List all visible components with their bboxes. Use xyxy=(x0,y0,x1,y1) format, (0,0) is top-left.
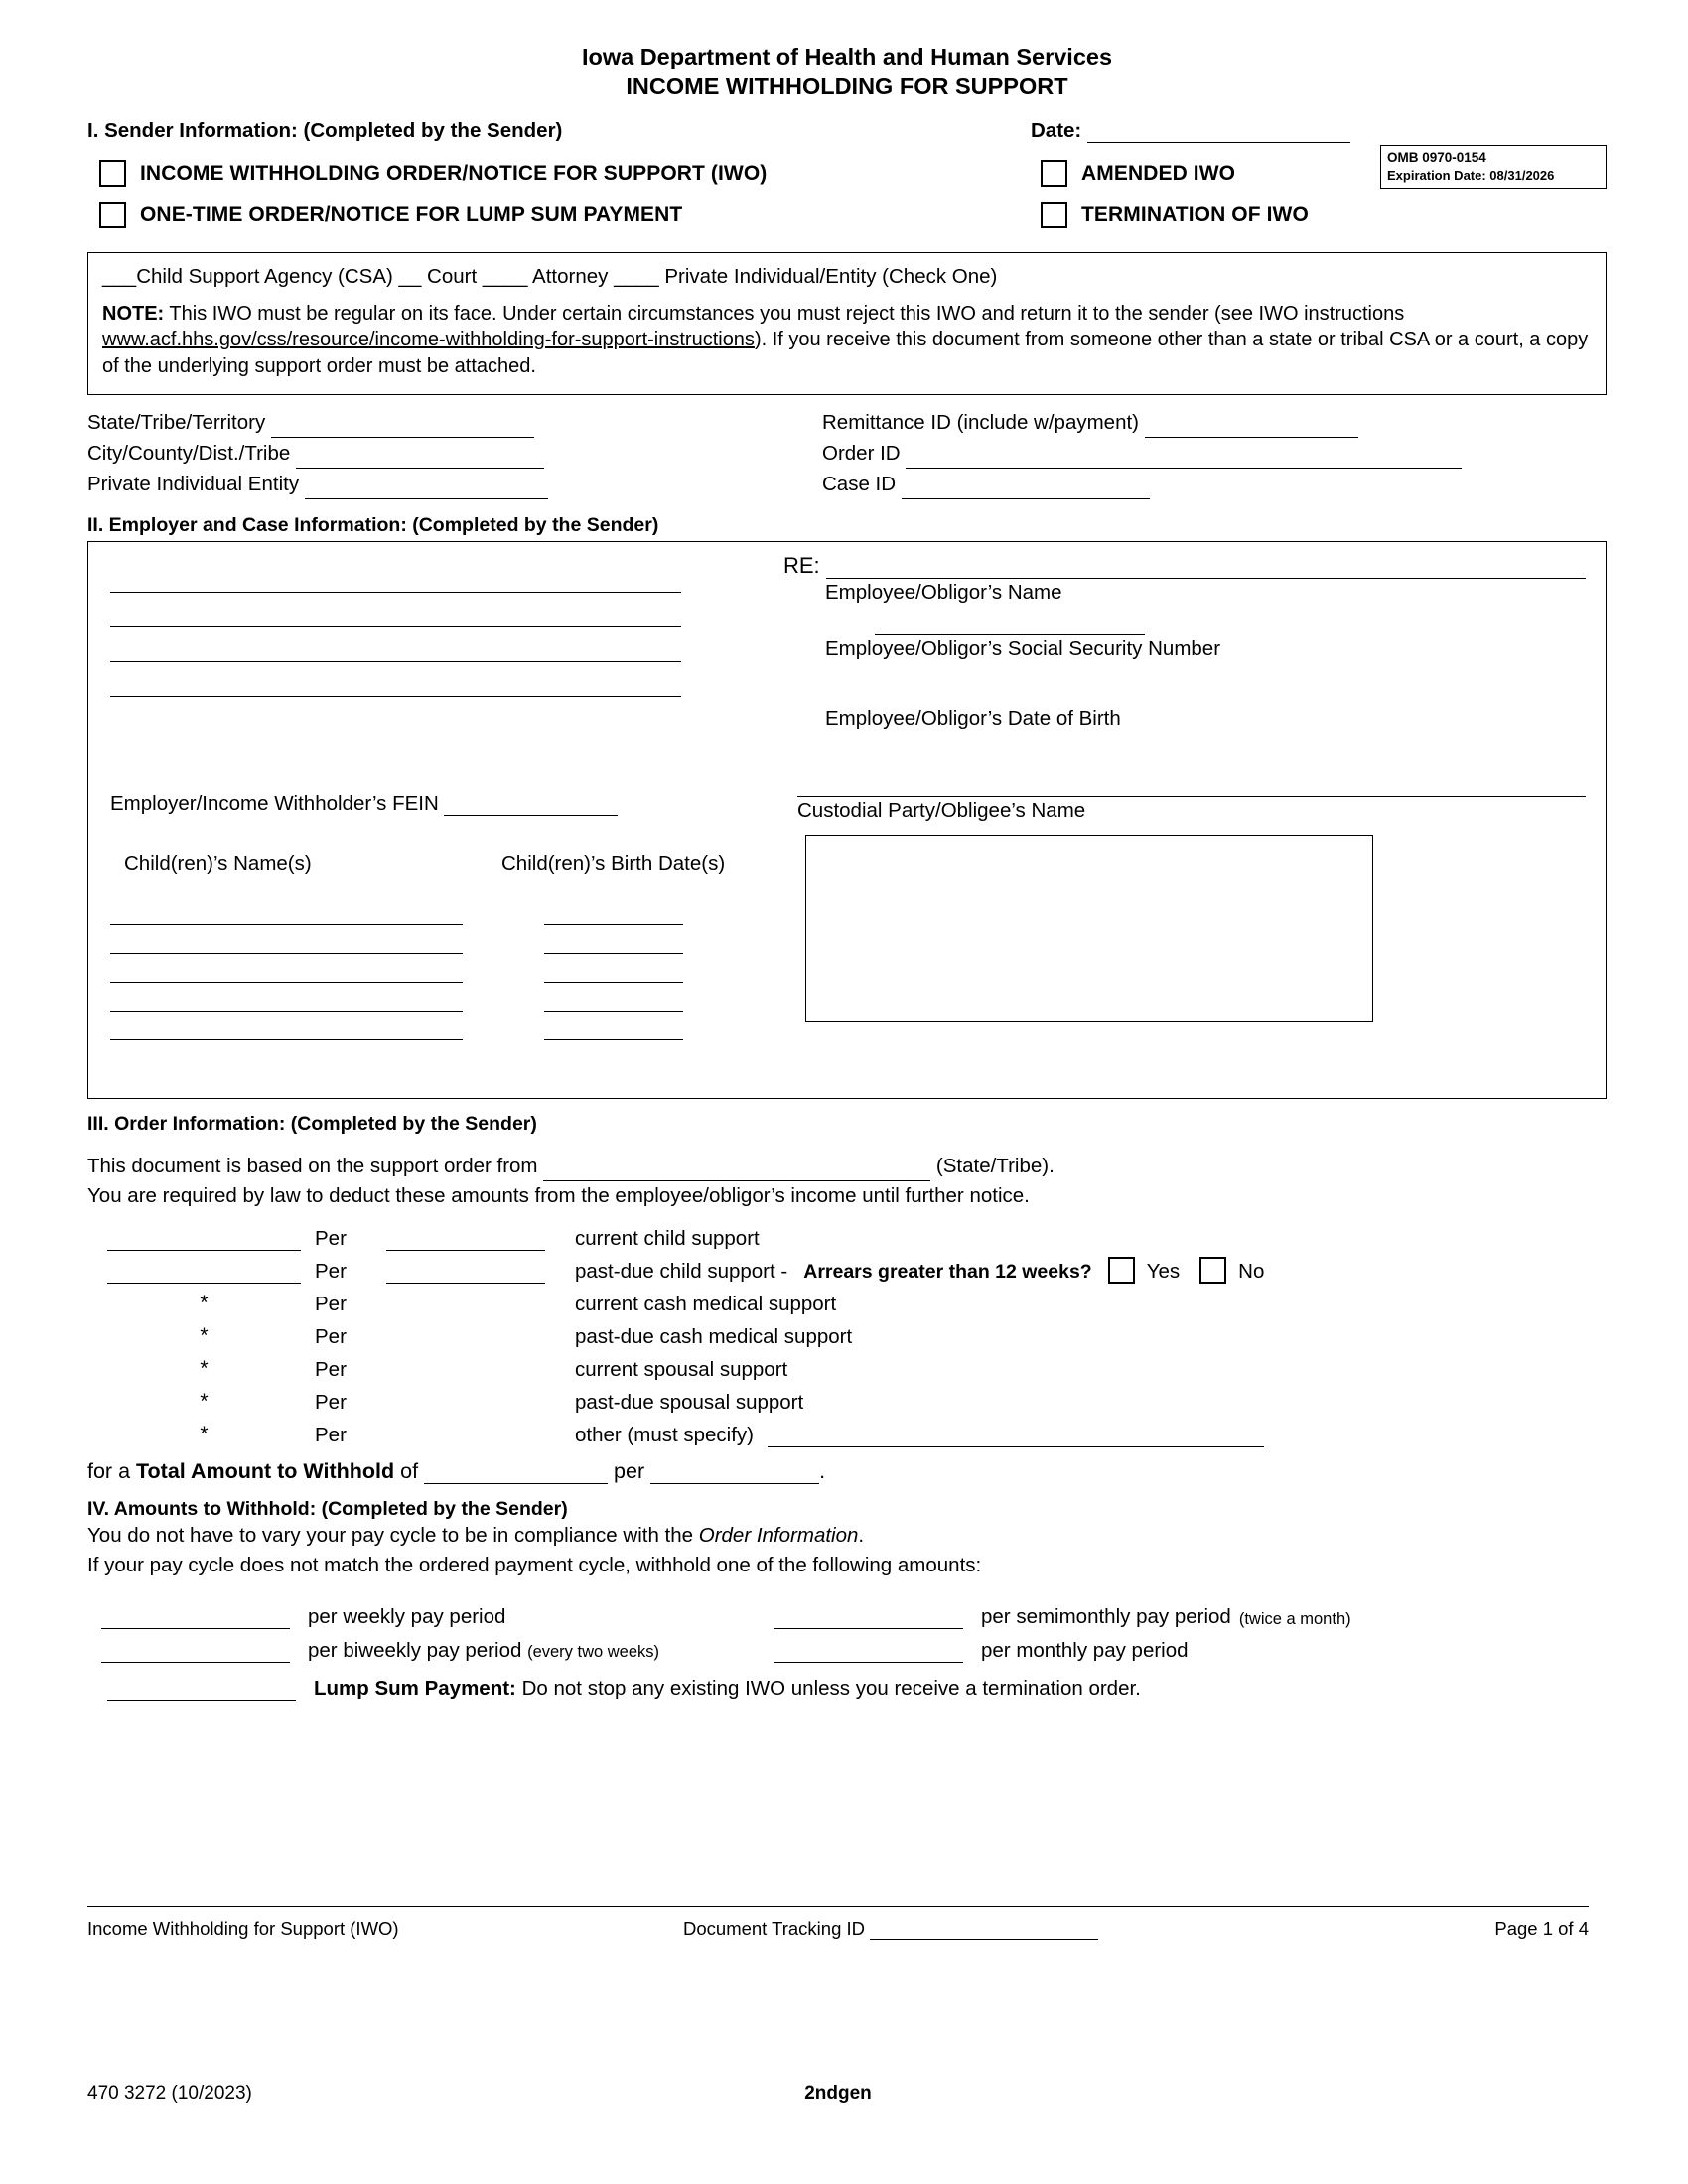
omb-number: OMB 0970-0154 xyxy=(1387,150,1486,166)
arrears-no-label: No xyxy=(1238,1260,1265,1284)
employer-fein-field xyxy=(110,792,618,816)
form-title: INCOME WITHHOLDING FOR SUPPORT xyxy=(626,73,1068,100)
checkbox-termination-iwo[interactable] xyxy=(1041,202,1067,228)
amount-input-current-child-support[interactable] xyxy=(107,1225,301,1251)
amount-desc-current-child-support: current child support xyxy=(575,1227,760,1251)
note-text-part1: This IWO must be regular on its face. Under certain circumstances you must reject this IWO and return it to the sender (see IWO instructions xyxy=(169,302,1405,325)
per-label: Per xyxy=(315,1325,347,1349)
frequency-input-current-child-support[interactable] xyxy=(386,1225,545,1251)
child-name-input[interactable] xyxy=(110,955,463,983)
case-id-input[interactable] xyxy=(902,478,1150,500)
date-input[interactable] xyxy=(1087,121,1350,143)
checkbox-lump-sum-label: ONE-TIME ORDER/NOTICE FOR LUMP SUM PAYMENT xyxy=(140,203,683,226)
total-amount-label: Total Amount to Withhold xyxy=(136,1459,395,1484)
child-dob-input[interactable] xyxy=(544,926,683,954)
child-dob-input[interactable] xyxy=(544,984,683,1012)
obligor-name-label: Employee/Obligor’s Name xyxy=(825,581,1062,605)
omb-expiration: Expiration Date: 08/31/2026 xyxy=(1387,167,1555,183)
note-text xyxy=(102,301,1592,380)
lump-sum-row xyxy=(87,1675,1607,1701)
state-tribe-territory-label: State/Tribe/Territory xyxy=(87,411,266,435)
footer-left: Income Withholding for Support (IWO) xyxy=(87,1918,399,1939)
note-label: NOTE: xyxy=(102,302,165,325)
frequency-input-past-due-child-support[interactable] xyxy=(386,1258,545,1284)
obligor-block xyxy=(783,552,1586,1022)
pay-period-rows xyxy=(87,1595,1607,1663)
page-content xyxy=(87,42,1607,1701)
amount-desc-past-due-child-support: past-due child support - xyxy=(575,1260,788,1284)
checkbox-amended-iwo[interactable] xyxy=(1041,160,1067,187)
children-dob-header: Child(ren)’s Birth Date(s) xyxy=(501,852,726,876)
employer-fein-label: Employer/Income Withholder’s FEIN xyxy=(110,792,439,816)
children-headers xyxy=(124,852,726,876)
checkbox-termination-iwo-label: TERMINATION OF IWO xyxy=(1081,203,1309,226)
obligor-dob-label: Employee/Obligor’s Date of Birth xyxy=(825,707,1121,731)
amount-star-other: * xyxy=(200,1423,209,1446)
amount-star-past-due-spousal: * xyxy=(200,1390,209,1414)
form-bottom xyxy=(87,2083,1589,2105)
footer-divider xyxy=(87,1906,1589,1907)
per-label: Per xyxy=(315,1424,347,1447)
amount-desc-current-cash-medical: current cash medical support xyxy=(575,1293,837,1316)
per-label: Per xyxy=(315,1293,347,1316)
employer-fein-input[interactable] xyxy=(444,794,618,817)
employer-address-line-3[interactable] xyxy=(110,627,681,662)
order-source-suffix: (State/Tribe). xyxy=(935,1155,1055,1178)
obligor-name-input[interactable] xyxy=(826,552,1586,579)
per-label: Per xyxy=(315,1358,347,1382)
page-footer xyxy=(87,1918,1589,1940)
arrears-yes-label: Yes xyxy=(1146,1260,1181,1284)
city-county-input[interactable] xyxy=(296,447,544,470)
amount-input-past-due-child-support[interactable] xyxy=(107,1258,301,1284)
total-mid: of xyxy=(400,1459,419,1484)
lump-sum-amount-input[interactable] xyxy=(107,1675,296,1701)
total-per-label: per xyxy=(614,1459,645,1484)
child-dob-input[interactable] xyxy=(544,955,683,983)
amount-row-past-due-cash-medical xyxy=(87,1316,1607,1349)
amount-desc-other: other (must specify) xyxy=(575,1424,754,1447)
child-name-input[interactable] xyxy=(110,984,463,1012)
case-id-label: Case ID xyxy=(822,473,897,496)
note-box xyxy=(87,252,1607,395)
amount-row-current-child-support xyxy=(87,1218,1607,1251)
order-source-label: This document is based on the support order from xyxy=(87,1155,538,1178)
footer-tracking-id xyxy=(683,1918,1098,1940)
amount-desc-past-due-spousal: past-due spousal support xyxy=(575,1391,804,1415)
section-sender-information xyxy=(87,119,1607,238)
amount-desc-current-spousal: current spousal support xyxy=(575,1358,788,1382)
pay-row-biweekly-monthly xyxy=(87,1629,1607,1663)
biweekly-amount-input[interactable] xyxy=(101,1637,290,1663)
employer-case-box xyxy=(87,541,1607,1099)
custodial-party-address-box[interactable] xyxy=(805,835,1373,1022)
total-prefix: for a xyxy=(87,1459,131,1484)
amount-desc-past-due-cash-medical: past-due cash medical support xyxy=(575,1325,853,1349)
pay-row-weekly-semimonthly xyxy=(87,1595,1607,1629)
semimonthly-note: (twice a month) xyxy=(1238,1609,1351,1628)
lump-sum-label: Lump Sum Payment: xyxy=(314,1676,516,1700)
child-name-input[interactable] xyxy=(110,1013,463,1040)
monthly-label: per monthly pay period xyxy=(981,1638,1189,1662)
child-name-input[interactable] xyxy=(110,897,463,925)
deduct-instruction: You are required by law to deduct these amounts from the employee/obligor’s income until further notice. xyxy=(87,1183,1030,1207)
semimonthly-label: per semimonthly pay period xyxy=(981,1604,1231,1628)
agency-selection-line: ___Child Support Agency (CSA) __ Court ____ Attorney ____ Private Individual/Entity (Check One) xyxy=(102,265,998,289)
amount-row-current-cash-medical xyxy=(87,1284,1607,1316)
order-id-label: Order ID xyxy=(822,442,901,466)
amount-row-past-due-spousal xyxy=(87,1382,1607,1415)
per-label: Per xyxy=(315,1260,347,1284)
employer-address-block xyxy=(110,558,706,697)
checkbox-iwo[interactable] xyxy=(99,160,126,187)
identifier-fields xyxy=(87,407,1607,502)
state-tribe-territory-input[interactable] xyxy=(271,416,534,439)
total-end: . xyxy=(819,1459,826,1484)
section4-heading: IV. Amounts to Withhold: (Completed by the Sender) xyxy=(87,1498,568,1521)
iwo-instructions-link[interactable]: www.acf.hhs.gov/css/resource/income-withholding-for-support-instructions xyxy=(102,329,755,351)
pay-cycle-text-2: . xyxy=(858,1524,865,1548)
document-tracking-id-input[interactable] xyxy=(870,1920,1098,1940)
amount-row-current-spousal xyxy=(87,1349,1607,1382)
amount-star-past-due-cash-medical: * xyxy=(200,1324,209,1348)
per-label: Per xyxy=(315,1391,347,1415)
footer-page-number: Page 1 of 4 xyxy=(1494,1918,1589,1939)
amount-row-past-due-child-support xyxy=(87,1251,1607,1284)
re-row xyxy=(783,552,1586,579)
checkbox-amended-iwo-label: AMENDED IWO xyxy=(1081,161,1236,185)
monthly-amount-input[interactable] xyxy=(774,1637,963,1663)
lump-sum-text: Do not stop any existing IWO unless you receive a termination order. xyxy=(521,1676,1141,1700)
section3-intro xyxy=(87,1152,1607,1210)
weekly-label: per weekly pay period xyxy=(308,1604,506,1628)
agency-name: Iowa Department of Health and Human Services xyxy=(581,44,1113,69)
checkbox-arrears-yes[interactable] xyxy=(1108,1257,1135,1284)
pay-cycle-text-1: You do not have to vary your pay cycle to be in compliance with the xyxy=(87,1524,699,1548)
child-dob-input[interactable] xyxy=(544,897,683,925)
re-label: RE: xyxy=(783,553,820,579)
remittance-id-label: Remittance ID (include w/payment) xyxy=(822,411,1140,435)
total-frequency-input[interactable] xyxy=(650,1461,819,1485)
biweekly-label: per biweekly pay period xyxy=(308,1638,522,1662)
child-name-input[interactable] xyxy=(110,926,463,954)
amount-star-current-spousal: * xyxy=(200,1357,209,1381)
total-amount-input[interactable] xyxy=(424,1461,608,1485)
other-specify-input[interactable] xyxy=(768,1426,1264,1448)
child-dob-input[interactable] xyxy=(544,1013,683,1040)
note-text-part2: ). If you receive this document from someone other than a state or tribal CSA or a court, a copy of the underlying support order must be attached. xyxy=(102,329,1589,378)
amount-row-other xyxy=(87,1415,1607,1447)
page-title xyxy=(87,42,1607,101)
employer-address-line-2[interactable] xyxy=(110,593,681,627)
custodial-party-label: Custodial Party/Obligee’s Name xyxy=(797,799,1086,823)
date-label: Date: xyxy=(1031,119,1082,143)
employer-address-line-4[interactable] xyxy=(110,662,681,697)
remittance-id-input[interactable] xyxy=(1145,416,1358,439)
private-entity-input[interactable] xyxy=(305,478,548,500)
section2-heading: II. Employer and Case Information: (Completed by the Sender) xyxy=(87,514,659,537)
checkbox-lump-sum[interactable] xyxy=(99,202,126,228)
section4-intro xyxy=(87,1521,1607,1578)
biweekly-note: (every two weeks) xyxy=(527,1642,660,1661)
private-entity-label: Private Individual Entity xyxy=(87,473,300,496)
weekly-amount-input[interactable] xyxy=(101,1603,290,1629)
employer-address-line-1[interactable] xyxy=(110,558,681,593)
children-names-header: Child(ren)’s Name(s) xyxy=(124,852,312,876)
amount-star-current-cash-medical: * xyxy=(200,1292,209,1315)
semimonthly-amount-input[interactable] xyxy=(774,1603,963,1629)
withholding-amount-table xyxy=(87,1218,1607,1447)
arrears-question-label: Arrears greater than 12 weeks? xyxy=(803,1261,1092,1284)
total-amount-row xyxy=(87,1459,1607,1484)
order-source-input[interactable] xyxy=(543,1159,930,1181)
section3-heading: III. Order Information: (Completed by the Sender) xyxy=(87,1113,537,1136)
section1-heading: I. Sender Information: (Completed by the Sender) xyxy=(87,119,563,143)
pay-cycle-text-3: If your pay cycle does not match the ordered payment cycle, withhold one of the following amounts: xyxy=(87,1553,982,1576)
footer-tracking-label: Document Tracking ID xyxy=(683,1918,866,1939)
checkbox-arrears-no[interactable] xyxy=(1199,1257,1226,1284)
custodial-party-input[interactable] xyxy=(797,766,1586,797)
city-county-label: City/County/Dist./Tribe xyxy=(87,442,291,466)
checkbox-iwo-label: INCOME WITHHOLDING ORDER/NOTICE FOR SUPPORT (IWO) xyxy=(140,161,768,185)
generation-label: 2ndgen xyxy=(804,2083,872,2104)
order-id-input[interactable] xyxy=(906,447,1462,470)
obligor-ssn-label: Employee/Obligor’s Social Security Number xyxy=(825,637,1221,661)
order-information-italic: Order Information xyxy=(698,1524,859,1548)
obligor-ssn-input[interactable] xyxy=(875,605,1145,635)
form-number: 470 3272 (10/2023) xyxy=(87,2083,252,2104)
per-label: Per xyxy=(315,1227,347,1251)
